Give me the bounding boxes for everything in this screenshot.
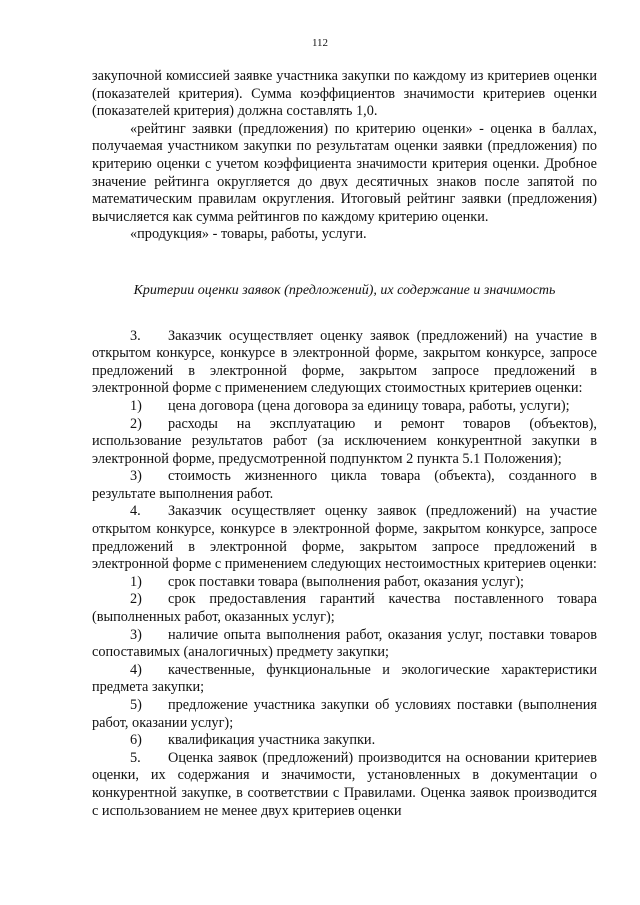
list-item-number: 4): [130, 661, 142, 678]
paragraph-definition-rating: «рейтинг заявки (предложения) по критерию оценки» - оценка в баллах, получаемая участником закупки по результатам оценки заявки (предложения) по критерию оценки с учетом коэффициента значимости критерия оценки. Дробное значение рейтинга округляется до двух десятичных знаков после запятой по математическим правилам округления. Итоговый рейтинг заявки (предложения) вычисляется как сумма рейтингов по каждому критерию оценки.: [92, 120, 597, 225]
section-heading: Критерии оценки заявок (предложений), их содержание и значимость: [133, 282, 556, 298]
list-item-text: цена договора (цена договора за единицу товара, работы, услуги);: [168, 397, 570, 414]
list-item-number: 4.: [130, 503, 141, 520]
list-item: [92, 468, 597, 503]
list-item-text: Оценка заявок (предложений) производится на основании критериев оценки, их содержания и значимости, установленных в документации о конкурентной закупке, в соответствии с Правилами. Оценка заявок производится с использованием не менее двух критериев оценки: [92, 749, 597, 819]
list-item: [92, 503, 597, 573]
list-item: [92, 398, 597, 416]
list-item-number: 5.: [130, 749, 141, 766]
list-item-text: предложение участника закупки об условиях поставки (выполнения работ, оказании услуг);: [92, 697, 597, 731]
list-item-text: Заказчик осуществляет оценку заявок (предложений) на участие в открытом конкурсе, конкурсе в электронной форме, закрытом конкурсе, запросе предложений в электронной форме, закрытом запросе предложений в электронной форме с применением следующих стоимостных критериев оценки:: [92, 327, 597, 397]
list-item-text: квалификация участника закупки.: [168, 732, 376, 749]
paragraph-continuation: закупочной комиссией заявке участника закупки по каждому из критериев оценки (показателей критерия). Сумма коэффициентов значимости критериев оценки (показателей критерия) должна составлять 1,0.: [92, 68, 597, 120]
list-item-number: 3.: [130, 327, 141, 344]
list-item-text: расходы на эксплуатацию и ремонт товаров (объектов), использование результатов работ (за исключением конкурентной закупки в электронной форме, предусмотренной подпунктом 2 пункта 5.1 Положения);: [92, 415, 597, 467]
list-item-text: срок поставки товара (выполнения работ, оказания услуг);: [168, 573, 524, 590]
list-item: [92, 750, 597, 820]
list-item: [92, 574, 597, 592]
list-item-number: 5): [130, 697, 142, 713]
list-item: [92, 732, 597, 750]
list-item-number: 1): [130, 397, 142, 414]
list-item-number: 2): [130, 591, 142, 608]
list-item-text: срок предоставления гарантий качества поставленного товара (выполненных работ, оказанных услуг);: [92, 591, 597, 626]
list-item-text: качественные, функциональные и экологические характеристики предмета закупки;: [92, 661, 597, 696]
list-item: [92, 328, 597, 398]
list-item-text: Заказчик осуществляет оценку заявок (предложений) на участие открытом конкурсе, конкурсе в электронной форме, закрытом конкурсе, запросе предложений в электронной форме, закрытом запросе предложений в электронной форме с применением следующих нестоимостных критериев оценки:: [92, 503, 597, 573]
list-item-number: 1): [130, 573, 142, 590]
paragraph-definition-product: «продукция» - товары, работы, услуги.: [130, 226, 367, 243]
page-number: 112: [311, 37, 329, 49]
list-item: [92, 416, 597, 469]
list-item-number: 3): [130, 626, 142, 643]
list-item-number: 2): [130, 415, 142, 432]
list-item: [92, 662, 597, 697]
list-item-number: 6): [130, 732, 142, 749]
criteria-list: [92, 328, 597, 821]
list-item: [92, 591, 597, 626]
list-item: [92, 697, 597, 732]
list-item-text: наличие опыта выполнения работ, оказания услуг, поставки товаров сопоставимых (аналогичных) предмету закупки;: [92, 626, 597, 661]
list-item: [92, 627, 597, 662]
document-body: [92, 68, 597, 820]
list-item-text: стоимость жизненного цикла товара (объекта), созданного в результате выполнения работ.: [92, 468, 597, 502]
list-item-number: 3): [130, 468, 142, 485]
